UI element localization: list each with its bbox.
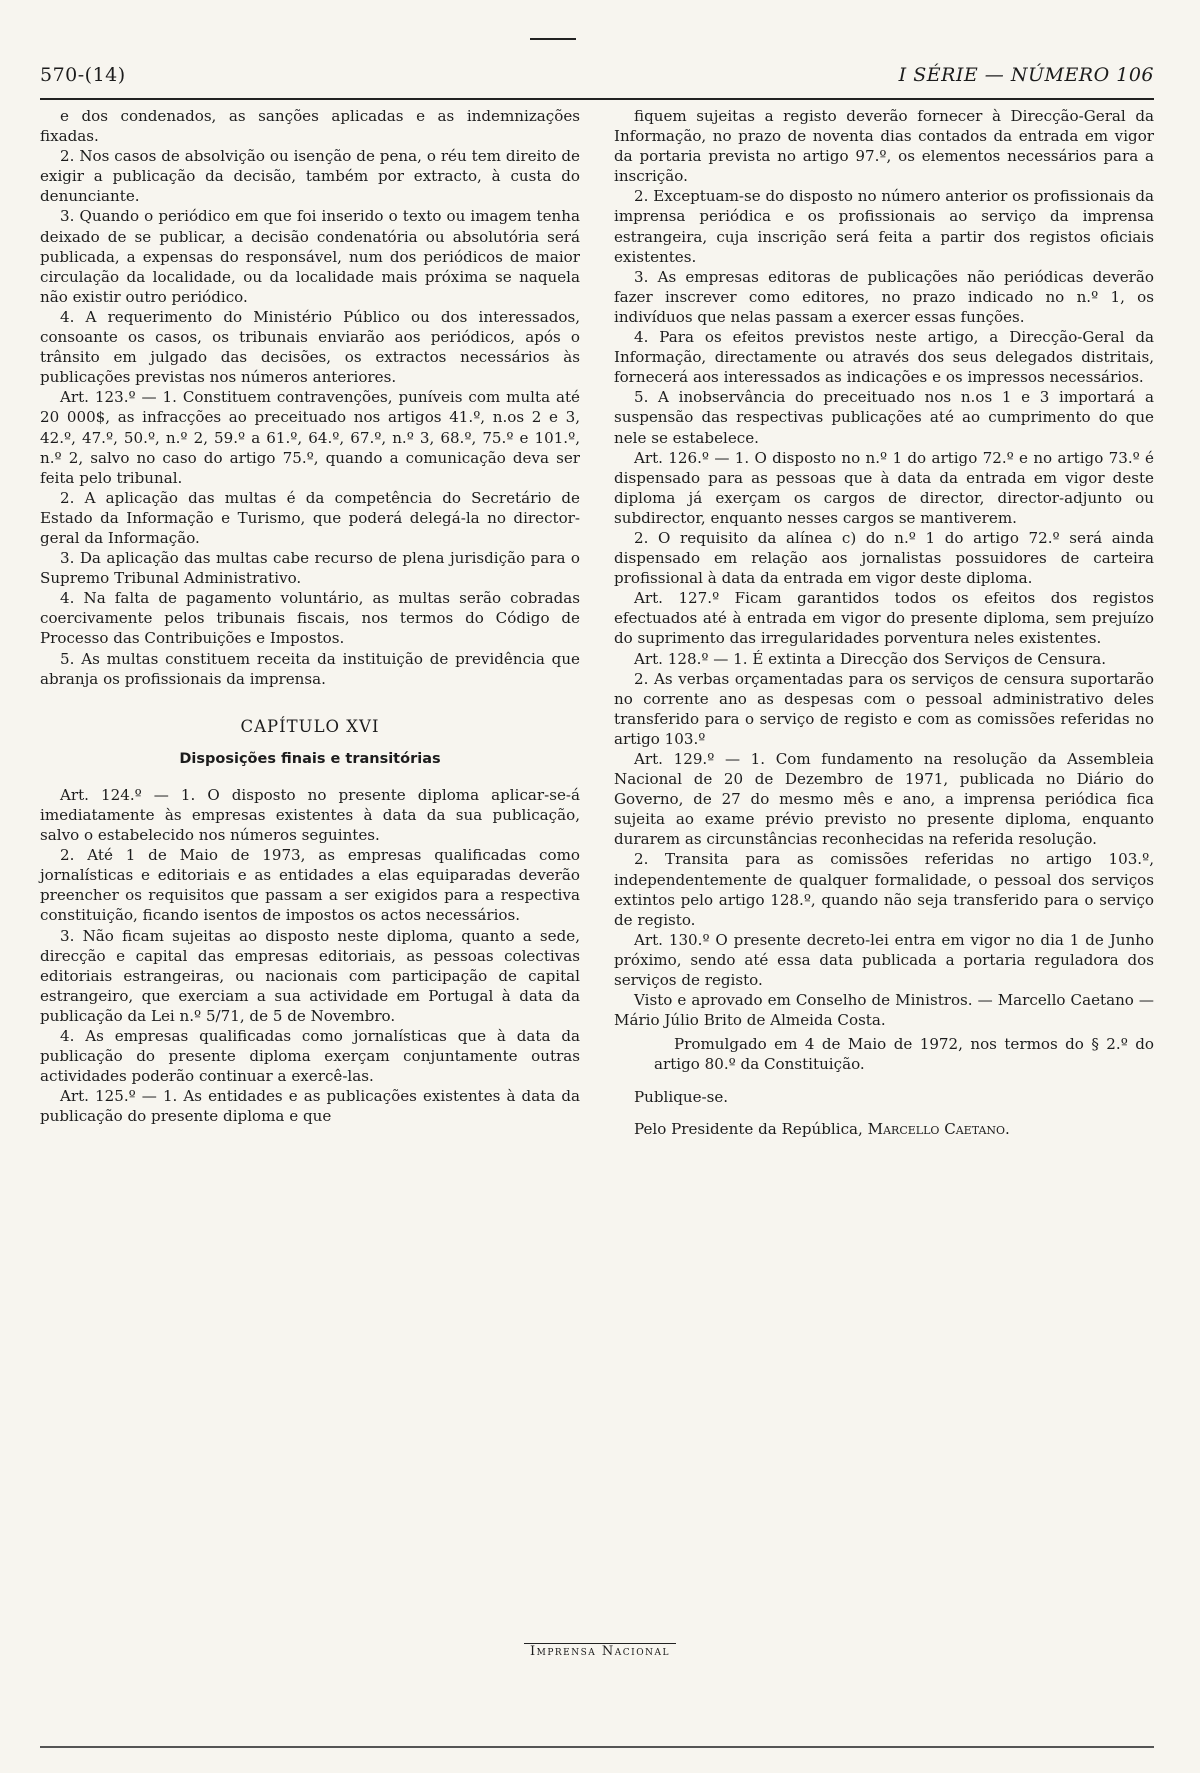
paragraph: 4. A requerimento do Ministério Público ou dos interessados, consoante os casos, os tribunais enviarão aos periódicos, após o trânsito em julgado das decisões, os extractos necessários às publicações previstas nos números anteriores. [40, 307, 580, 387]
paragraph: Art. 129.º — 1. Com fundamento na resolução da Assembleia Nacional de 20 de Dezembro de 1971, publicada no Diário do Governo, de 27 do mesmo mês e ano, a imprensa periódica fica sujeita ao exame prévio previsto no presente diploma, enquanto durarem as circunstâncias reconhecidas na referida resolução. [614, 750, 1154, 849]
paragraph: Art. 123.º — 1. Constituem contravenções, puníveis com multa até 20 000$, as infracções ao preceituado nos artigos 41.º, n.os 2 e 3, 42.º, 47.º, 50.º, n.º 2, 59.º a 61.º, 64.º, 67.º, n.º 3, 68.º, 75.º e 101.º, n.º 2, salvo no caso do artigo 75.º, quando a comunicação deva ser feita pelo tribunal. [40, 388, 580, 487]
paragraph: 4. Para os efeitos previstos neste artigo, a Direcção-Geral da Informação, directamente ou através dos seus delegados distritais, fornecerá aos interessados as indicações e os impressos necessários. [614, 328, 1154, 387]
paragraph: 2. Até 1 de Maio de 1973, as empresas qualificadas como jornalísticas e editoriais e as entidades a elas equiparadas deverão preencher os requisitos que passam a ser exigidos para a respectiva constituição, ficando isentos de impostos os actos necessários. [40, 846, 580, 925]
chapter-heading: CAPÍTULO XVI [240, 716, 380, 736]
promulgation: Promulgado em 4 de Maio de 1972, nos termos do § 2.º do artigo 80.º da Constituição. [654, 1035, 1154, 1074]
paragraph: 3. Quando o periódico em que foi inserido o texto ou imagem tenha deixado de se publicar, a decisão condenatória ou absolutória será publicada, a expensas do responsável, num dos periódicos de maior circulação da localidade, ou da localidade mais próxima se naquela não existir outro periódico. [40, 207, 580, 306]
printer-imprint [0, 1640, 1200, 1661]
footer-rule [40, 1746, 1154, 1748]
signature-prefix: Pelo Presidente da República, [634, 1119, 863, 1138]
left-column [40, 106, 580, 1127]
printer-name: Imprensa Nacional [524, 1643, 676, 1661]
paragraph: 5. As multas constituem receita da instituição de previdência que abranja os profissionais da imprensa. [40, 649, 580, 688]
paragraph: 3. Não ficam sujeitas ao disposto neste diploma, quanto a sede, direcção e capital das empresas editoriais, as pessoas colectivas editoriais estrangeiras, ou nacionais com participação de capital estrangeiro, que exerciam a sua actividade em Portugal à data da publicação da Lei n.º 5/71, de 5 de Novembro. [40, 926, 580, 1025]
series-number: I SÉRIE — NÚMERO 106 [898, 64, 1154, 86]
header-rule [40, 98, 1154, 100]
right-column [614, 106, 1154, 1139]
publish-line: Publique-se. [634, 1087, 729, 1106]
paragraph: 3. As empresas editoras de publicações não periódicas deverão fazer inscrever como editores, no prazo indicado no n.º 1, os indivíduos que nelas passam a exercer essas funções. [614, 267, 1154, 326]
paragraph: Art. 125.º — 1. As entidades e as publicações existentes à data da publicação do presente diploma e que [40, 1087, 580, 1126]
paragraph: 4. Na falta de pagamento voluntário, as multas serão cobradas coercivamente pelos tribunais fiscais, nos termos do Código de Processo das Contribuições e Impostos. [40, 589, 580, 648]
paragraph: Art. 126.º — 1. O disposto no n.º 1 do artigo 72.º e no artigo 73.º é dispensado para as pessoas que à data da entrada em vigor deste diploma já exerçam os cargos de director, director-adjunto ou subdirector, enquanto nesses cargos se mantiverem. [614, 448, 1154, 527]
paragraph: Visto e aprovado em Conselho de Ministros. — Marcello Caetano — Mário Júlio Brito de Almeida Costa. [614, 991, 1154, 1030]
paragraph: fiquem sujeitas a registo deverão fornecer à Direcção-Geral da Informação, no prazo de noventa dias contados da entrada em vigor da portaria prevista no artigo 97.º, os elementos necessários para a inscrição. [614, 107, 1154, 186]
top-mark [530, 38, 576, 40]
paragraph: Art. 130.º O presente decreto-lei entra em vigor no dia 1 de Junho próximo, sendo até essa data publicada a portaria reguladora dos serviços de registo. [614, 930, 1154, 990]
paragraph: Art. 127.º Ficam garantidos todos os efeitos dos registos efectuados até à entrada em vigor do presente diploma, sem prejuízo do suprimento das irregularidades porventura neles existentes. [614, 589, 1154, 648]
page-header [40, 64, 1154, 92]
signature-line [614, 1119, 1154, 1139]
paragraph: 2. Exceptuam-se do disposto no número anterior os profissionais da imprensa periódica e os profissionais ao serviço da imprensa estrangeira, cuja inscrição será feita a partir dos registos oficiais existentes. [614, 187, 1154, 266]
paragraph: 2. A aplicação das multas é da competência do Secretário de Estado da Informação e Turismo, que poderá delegá-la no director-geral da Informação. [40, 488, 580, 547]
paragraph: 2. As verbas orçamentadas para os serviços de censura suportarão no corrente ano as despesas com o pessoal administrativo deles transferido para o serviço de registo e com as comissões referidas no artigo 103.º [614, 669, 1154, 748]
paragraph: 5. A inobservância do preceituado nos n.os 1 e 3 importará a suspensão das respectivas publicações até ao cumprimento do que nele se estabelece. [614, 388, 1154, 447]
paragraph: 4. As empresas qualificadas como jornalísticas que à data da publicação do presente diploma exerçam conjuntamente outras actividades poderão continuar a exercê-las. [40, 1027, 580, 1086]
signature-name: Marcello Caetano. [867, 1119, 1010, 1138]
paragraph: e dos condenados, as sanções aplicadas e as indemnizações fixadas. [40, 107, 580, 146]
page-number: 570-(14) [40, 64, 126, 86]
paragraph: 2. Transita para as comissões referidas no artigo 103.º, independentemente de qualquer formalidade, o pessoal dos serviços extintos pelo artigo 128.º, quando não seja transferido para o serviço de registo. [614, 850, 1154, 929]
paragraph: 2. Nos casos de absolvição ou isenção de pena, o réu tem direito de exigir a publicação da decisão, também por extracto, à custa do denunciante. [40, 147, 580, 206]
paragraph: Art. 124.º — 1. O disposto no presente diploma aplicar-se-á imediatamente às empresas existentes à data da sua publicação, salvo o estabelecido nos números seguintes. [40, 785, 580, 845]
paragraph: Art. 128.º — 1. É extinta a Direcção dos Serviços de Censura. [634, 649, 1107, 668]
paragraph: 3. Da aplicação das multas cabe recurso de plena jurisdição para o Supremo Tribunal Administrativo. [40, 549, 580, 588]
paragraph: 2. O requisito da alínea c) do n.º 1 do artigo 72.º será ainda dispensado em relação aos jornalistas possuidores de carteira profissional à data da entrada em vigor deste diploma. [614, 528, 1154, 588]
chapter-title: Disposições finais e transitórias [179, 750, 441, 767]
